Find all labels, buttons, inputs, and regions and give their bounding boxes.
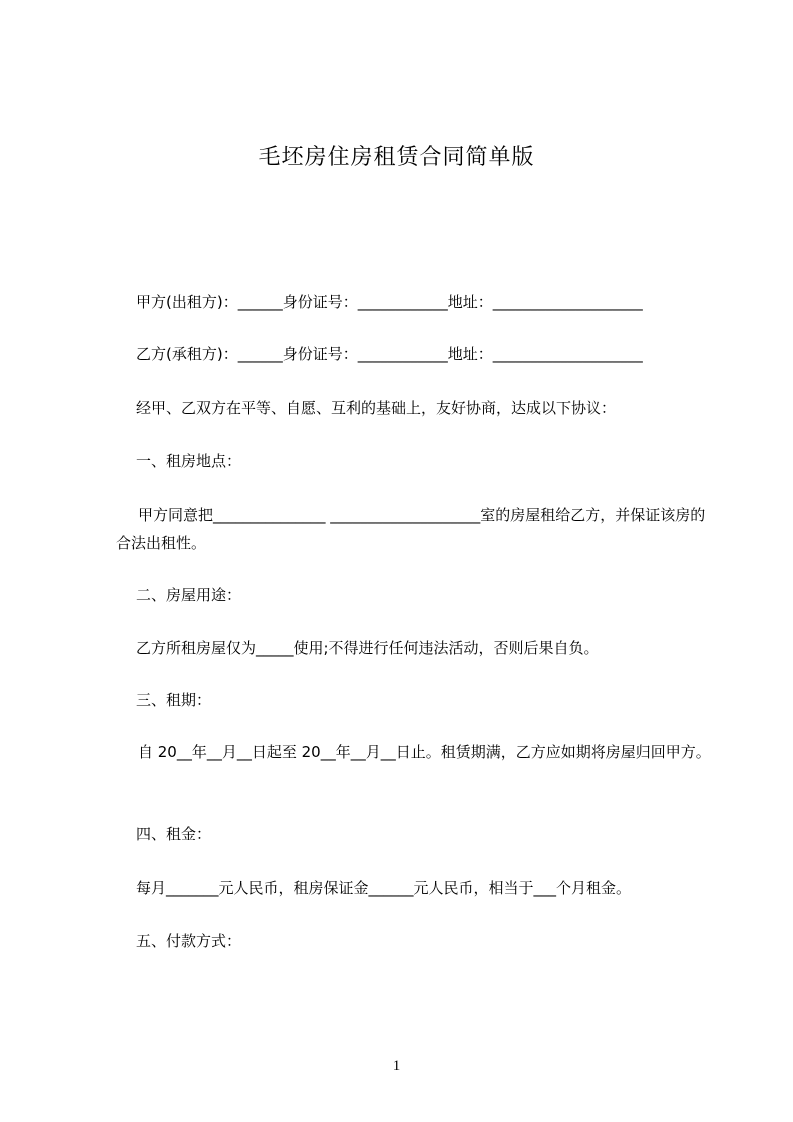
section-1-heading: 一、租房地点： (136, 452, 242, 470)
party-a-line: 甲方(出租方)：______身份证号：____________地址：____________________ (136, 293, 643, 311)
section-3-body: 自 20__年__月__日起至 20__年__月__日止。租赁期满，乙方应如期将房屋归回甲方。 (138, 743, 711, 761)
section-5-heading: 五、付款方式： (136, 932, 242, 950)
section-2-heading: 二、房屋用途： (136, 586, 242, 604)
page-number: 1 (392, 1058, 401, 1074)
document-title: 毛坯房住房租赁合同简单版 (258, 145, 535, 170)
section-3-heading: 三、租期： (136, 691, 212, 709)
intro-paragraph: 经甲、乙双方在平等、自愿、互利的基础上，友好协商，达成以下协议： (136, 399, 617, 417)
section-4-body: 每月_______元人民币，租房保证金______元人民币，相当于___个月租金。 (136, 879, 632, 897)
section-1-body: 甲方同意把_______________ ____________________室的房屋租给乙方，并保证该房的合法出租性。 (116, 506, 706, 552)
section-2-body: 乙方所租房屋仅为_____使用;不得进行任何违法活动，否则后果自负。 (136, 639, 599, 657)
party-b-line: 乙方(承租方)：______身份证号：____________地址：____________________ (136, 345, 643, 363)
section-4-heading: 四、租金： (136, 825, 212, 843)
